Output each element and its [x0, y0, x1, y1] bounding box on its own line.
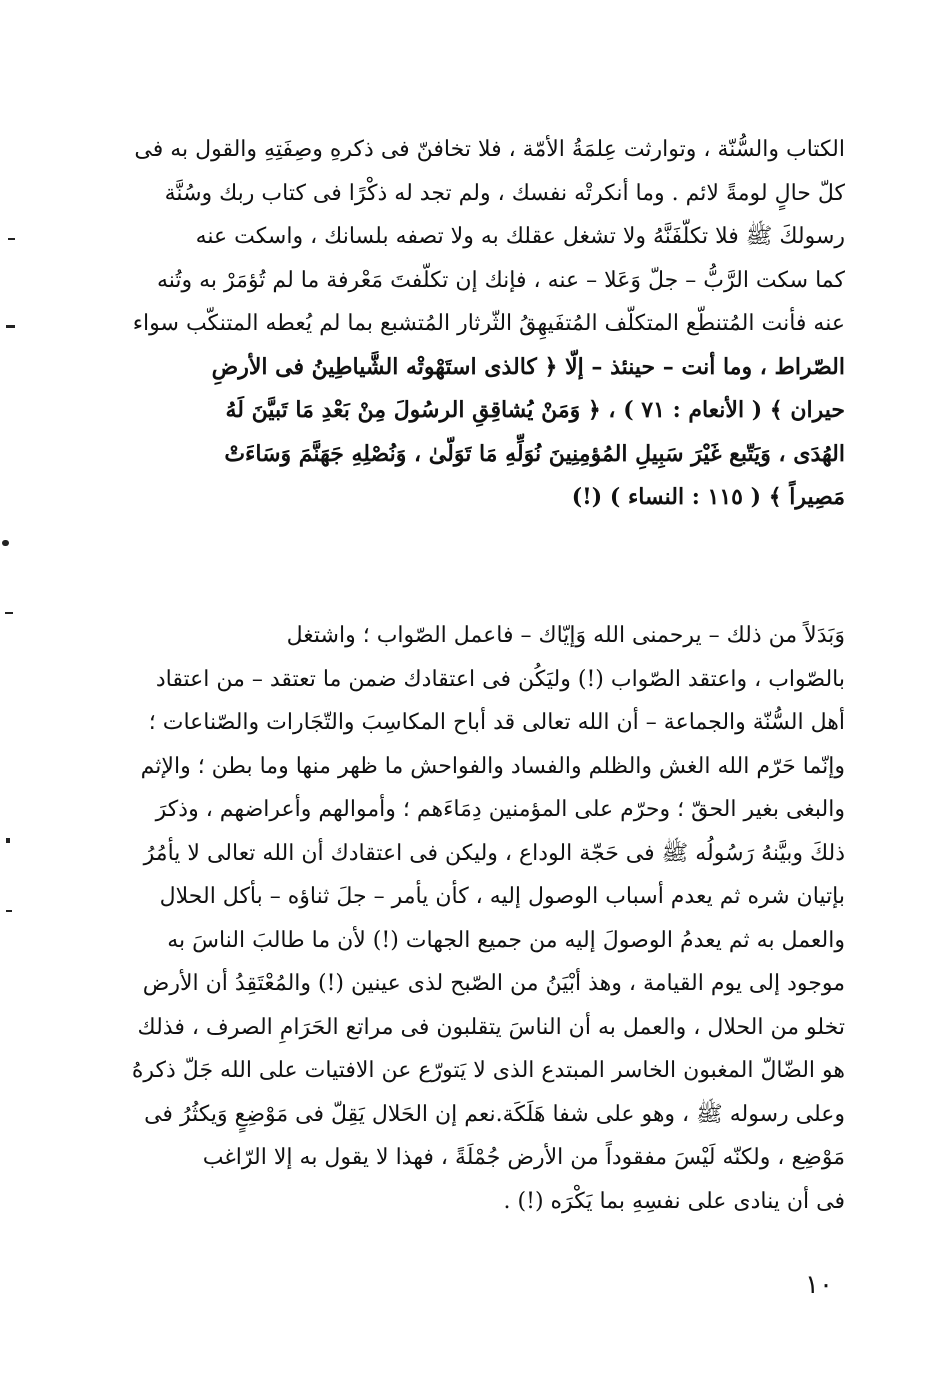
margin-mark	[6, 838, 10, 843]
text-line: موجود إلى يوم القيامة ، وهذ أبْيَنُ من الصّبح لذى عينين (!) والمُعْتَقِدُ أن الأرض	[142, 971, 845, 996]
text-line: هو الضّالّ المغبون الخاسر المبتدع الذى لا يَتورّع عن الافتيات على الله جَلّ ذكرهُ	[131, 1058, 845, 1083]
text-line: ذلكَ وبيَّنهُ رَسُولُه ﷺ فى حَجّة الوداع ، وليكن فى اعتقادك أن الله تعالى لا يأمُرُ	[143, 840, 845, 866]
text-line: والبغى بغير الحقّ ؛ وحرّم على المؤمنين دِمَاءَهم ؛ وأموالهم وأعراضهم ، وذكرَ	[155, 797, 845, 822]
margin-mark	[8, 238, 15, 240]
text-line: الكتاب والسُّنّة ، وتوارثت عِلمَةُ الأمّة ، فلا تخافنّ فى ذكرهِ وصِفَتِهِ والقول به فى	[134, 137, 845, 162]
page-number: ١٠	[805, 1270, 833, 1300]
margin-mark	[6, 910, 12, 912]
text-line: أهل السُّنّة والجماعة – أن الله تعالى قد أباح المكاسِبَ والتّجَارات والصّناعات ؛	[148, 710, 845, 735]
text-line: بالصّواب ، واعتقد الصّواب (!) وليَكُن فى اعتقادك ضمن ما تعتقد – من اعتقاد	[155, 666, 845, 692]
quran-line: حيران ﴾ ( الأنعام : ٧١ ) ، ﴿ وَمَنْ يُشاقِقِ الرسُولَ مِنْ بَعْدِ مَا تَبيَّنَ لَهُ	[225, 397, 845, 423]
quran-line: الهُدَى ، وَيَتّبع غَيْرَ سَبِيلِ المُؤمِنِينَ نُوَلِّهِ مَا تَوَلّىٰ ، وَنُصْلِهِ جَهَنَّمَ وَسَاءَتْ	[224, 440, 845, 467]
text-line: وعلى رسوله ﷺ ، وهو على شفا هَلَكَة.نعم إن الحَلال يَقِلّ فى مَوْضِعٍ وَيكثُرُ فى	[144, 1101, 845, 1127]
text-line: كلّ حالٍ لومةً لائم . وما أنكرتْه نفسك ، ولم تجد له ذكْرًا فى كتاب ربك وسُنَّة	[164, 180, 845, 206]
text-line: وَبَدَلاً من ذلك – يرحمنى الله وَإيّاك – فاعمل الصّواب ؛ واشتغل	[286, 623, 845, 648]
margin-mark	[2, 540, 9, 546]
text-line: مَوْضِع ، ولكنّه لَيْسَ مفقوداً من الأرض جُمْلَةً ، فهذا لا يقول به إلا الرّاغب	[202, 1145, 845, 1170]
margin-mark	[5, 612, 13, 614]
quran-line: مَصِيراً ﴾ ( ١١٥ : النساء ) (!)	[571, 484, 845, 510]
text-line: فى أن ينادى على نفسِهِ بما يَكْرَه (!) .	[503, 1188, 845, 1214]
quran-line: الصّراط ، وما أنت – حينئذ – إلّا ﴿ كالذى استَهْوتْه الشَّياطِينُ فى الأرضِ	[211, 353, 845, 380]
text-line: كما سكت الرَّبُّ – جلّ وَعَلا – عنه ، فإنك إن تكلّفتَ مَعْرفة ما لم تُؤمَرْ به وتُنه	[156, 267, 845, 293]
text-line: عنه فأنت المُتنطّع المتكلّف المُتفَيهِقُ الثّرثار المُتشبع بما لم يُعطه المتنكّب سواء	[132, 311, 845, 336]
paragraph-2	[130, 614, 845, 1223]
text-line: بإتيان شره ثم يعدم أسباب الوصول إليه ، كأن يأمر – جلَ ثناؤه – بأكل الحلال	[159, 884, 845, 909]
text-line: رسولكَ ﷺ فلا تكلّفَنَّهُ ولا تشغل عقلك به ولا تصفه بلسانك ، واسكت عنه	[195, 224, 845, 249]
margin-mark	[6, 325, 15, 328]
text-line: وإنّما حَرّم الله الغش والظلم والفساد والفواحش ما ظهر منها وما بطن ؛ والإثم	[140, 753, 845, 779]
paragraph-1	[130, 128, 845, 520]
text-line: تخلو من الحلال ، والعمل به أن الناسَ يتقلبون فى مراتع الحَرَامِ الصرف ، فذلك	[137, 1014, 845, 1040]
text-line: والعمل به ثم يعدمُ الوصولَ إليه من جميع الجهات (!) لأن ما طالبَ الناسَ به	[167, 927, 845, 953]
